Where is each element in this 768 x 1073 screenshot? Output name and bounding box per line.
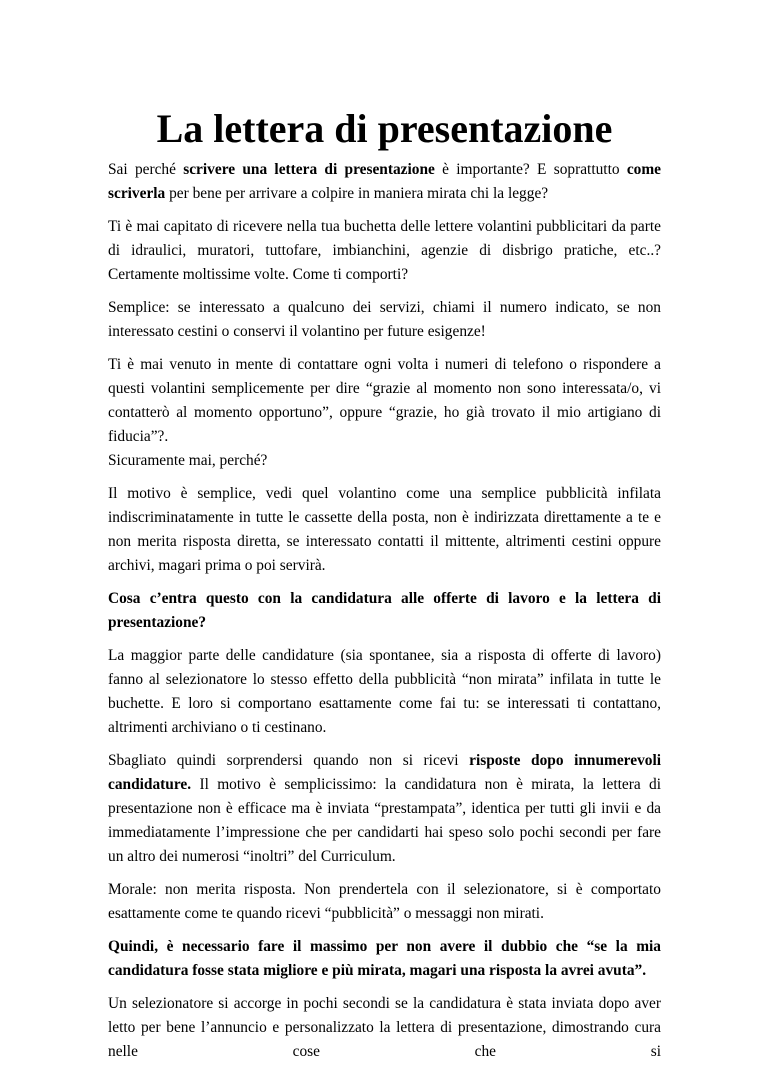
document-page <box>108 106 661 1073</box>
text: è importante? E soprattutto <box>434 161 627 178</box>
paragraph-wrong <box>108 749 661 869</box>
text: Certamente moltissime volte. Come ti comporti? <box>108 266 409 283</box>
bold-text: come scriverla <box>108 161 661 202</box>
bold-text: scrivere una lettera di presentazione <box>183 161 435 178</box>
text: Sicuramente mai, perché? <box>108 452 268 469</box>
text: Il motivo è semplicissimo: la candidatura non è mirata, la lettera di presentazione non è efficace ma è inviata “prestampata”, identica per tutti gli invii e da immediatamente l’impressione che per candidarti hai speso solo pochi secondi per fare un altro dei numerosi “inoltri” del Curriculum. <box>108 776 661 865</box>
text: Sbagliato quindi sorprendersi quando non si ricevi <box>108 752 470 769</box>
paragraph-contact <box>108 353 661 473</box>
text: Sai perché <box>108 161 184 178</box>
bold-paragraph <box>108 935 661 983</box>
paragraph-reason: Il motivo è semplice, vedi quel volantino come una semplice pubblicità infilata indiscriminatamente in tutte le cassette della posta, non è indirizzata direttamente a te e non merita risposta diretta, se interessato contatti il mittente, altrimenti cestini oppure archivi, magari prima o poi servirà. <box>108 485 661 574</box>
section-heading <box>108 587 661 635</box>
paragraph-flyers <box>108 215 661 287</box>
text: per bene per arrivare a colpire in maniera mirata chi la legge? <box>165 185 549 202</box>
paragraph-moral: Morale: non merita risposta. Non prendertela con il selezionatore, si è comportato esattamente come te quando ricevi “pubblicità” o messaggi non mirati. <box>108 881 661 922</box>
bold-text: Cosa c’entra questo con la candidatura alle offerte di lavoro e la lettera di presentazione? <box>108 590 661 631</box>
bold-text: Quindi, è necessario fare il massimo per non avere il dubbio che “se la mia candidatura fosse stata migliore e più mirata, magari una risposta la avrei avuta”. <box>108 938 661 979</box>
bold-text: risposte dopo innumerevoli candidature. <box>108 752 662 793</box>
text: Ti è mai venuto in mente di contattare ogni volta i numeri di telefono o rispondere a questi volantini semplicemente per dire “grazie al momento non sono interessata/o, vi contatterò al momento opportuno”, oppure “grazie, ho già trovato il mio artigiano di fiducia”?. <box>108 356 661 445</box>
paragraph-selector: Un selezionatore si accorge in pochi secondi se la candidatura è stata inviata dopo aver letto per bene l’annuncio e personalizzato la lettera di presentazione, dimostrando cura nelle cose che si <box>108 995 661 1060</box>
paragraph-candidature: La maggior parte delle candidature (sia spontanee, sia a risposta di offerte di lavoro) fanno al selezionatore lo stesso effetto della pubblicità “non mirata” infilata in tutte le buchette. E loro si comportano esattamente come fai tu: se interessati ti contattano, altrimenti archiviano o ti cestinano. <box>108 647 661 736</box>
paragraph-simple: Semplice: se interessato a qualcuno dei servizi, chiami il numero indicato, se non interessato cestini o conservi il volantino per future esigenze! <box>108 299 661 340</box>
paragraph-intro <box>108 158 661 206</box>
text: Ti è mai capitato di ricevere nella tua buchetta delle lettere volantini pubblicitari da parte di idraulici, muratori, tuttofare, imbianchini, agenzie di disbrigo pratiche, etc..? <box>108 218 661 259</box>
document-title: La lettera di presentazione <box>156 106 613 151</box>
